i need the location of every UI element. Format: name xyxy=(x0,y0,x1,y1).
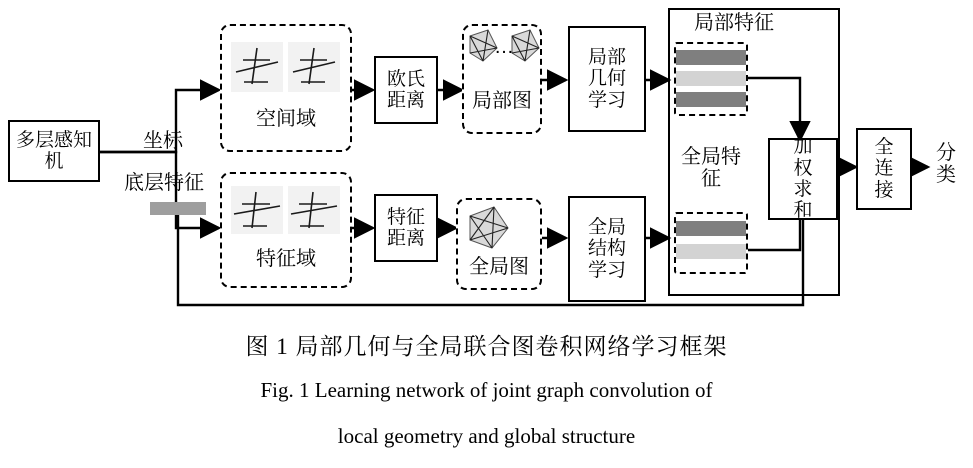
figure-caption-en-line1: Fig. 1 Learning network of joint graph convolution of xyxy=(260,378,713,402)
node-mlp: 多层感知机 xyxy=(8,120,100,182)
label-local-feature: 局部特征 xyxy=(694,12,774,34)
label-spatial-domain: 空间域 xyxy=(256,108,316,130)
label-coordinate: 坐标 xyxy=(143,130,183,152)
global-feature-stack xyxy=(674,212,748,274)
label-feature-domain: 特征域 xyxy=(256,248,316,270)
figure-caption-en-line2: local geometry and global structure xyxy=(337,424,636,448)
figure-caption-cn: 图 1 局部几何与全局联合图卷积网络学习框架 xyxy=(245,334,728,359)
node-feature-distance: 特征距离 xyxy=(374,194,438,262)
label-global-graph: 全局图 xyxy=(469,256,529,278)
local-feature-bar-2 xyxy=(676,71,746,86)
node-euclidean-distance: 欧氏距离 xyxy=(374,56,438,124)
label-local-graph: 局部图 xyxy=(472,90,532,112)
local-feature-bar-3 xyxy=(676,92,746,107)
node-global-structure-learning: 全局结构学习 xyxy=(568,196,646,302)
node-weighted-sum: 加权求和 xyxy=(768,138,838,220)
node-fully-connected: 全连接 xyxy=(856,128,912,210)
local-feature-bar-1 xyxy=(676,50,746,65)
global-feature-bar-1 xyxy=(676,221,746,236)
local-feature-stack xyxy=(674,42,748,116)
local-graph-ellipsis: … xyxy=(494,36,514,58)
node-local-geometry-learning: 局部几何学习 xyxy=(568,26,646,132)
label-lowlevel-feature: 底层特征 xyxy=(124,172,204,194)
label-global-feature: 全局特征 xyxy=(681,146,741,190)
label-classification: 分类 xyxy=(936,142,956,186)
global-feature-bar-2 xyxy=(676,244,746,259)
